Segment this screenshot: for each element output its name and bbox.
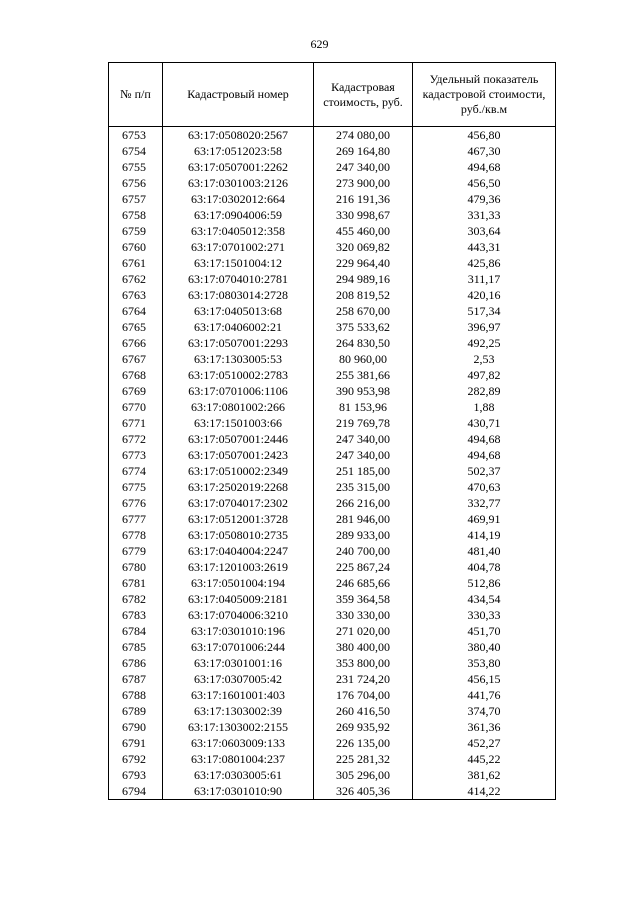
cadastral-number: 63:17:0404004:2247 bbox=[163, 543, 314, 559]
row-index: 6784 bbox=[109, 623, 163, 639]
row-index: 6761 bbox=[109, 255, 163, 271]
specific-value: 430,71 bbox=[413, 415, 556, 431]
specific-value: 479,36 bbox=[413, 191, 556, 207]
specific-value: 456,15 bbox=[413, 671, 556, 687]
row-index: 6788 bbox=[109, 687, 163, 703]
cadastral-number: 63:17:0510002:2783 bbox=[163, 367, 314, 383]
specific-value: 434,54 bbox=[413, 591, 556, 607]
cadastral-number: 63:17:0301010:90 bbox=[163, 783, 314, 800]
row-index: 6792 bbox=[109, 751, 163, 767]
table-row bbox=[109, 239, 556, 255]
cadastral-number: 63:17:0704006:3210 bbox=[163, 607, 314, 623]
cadastral-value: 274 080,00 bbox=[314, 127, 413, 144]
cadastral-number: 63:17:0406002:21 bbox=[163, 319, 314, 335]
table-row bbox=[109, 159, 556, 175]
table-row bbox=[109, 143, 556, 159]
cadastral-value: 231 724,20 bbox=[314, 671, 413, 687]
header-specific-value: Удельный показатель кадастровой стоимости, руб./кв.м bbox=[413, 63, 556, 127]
row-index: 6777 bbox=[109, 511, 163, 527]
cadastral-value: 271 020,00 bbox=[314, 623, 413, 639]
table-row bbox=[109, 591, 556, 607]
specific-value: 381,62 bbox=[413, 767, 556, 783]
specific-value: 494,68 bbox=[413, 159, 556, 175]
table-row bbox=[109, 527, 556, 543]
table-header bbox=[109, 63, 556, 127]
header-row bbox=[109, 63, 556, 127]
table-row bbox=[109, 431, 556, 447]
specific-value: 303,64 bbox=[413, 223, 556, 239]
cadastral-value: 208 819,52 bbox=[314, 287, 413, 303]
cadastral-number: 63:17:0512023:58 bbox=[163, 143, 314, 159]
row-index: 6769 bbox=[109, 383, 163, 399]
specific-value: 1,88 bbox=[413, 399, 556, 415]
table-row bbox=[109, 127, 556, 144]
specific-value: 517,34 bbox=[413, 303, 556, 319]
specific-value: 441,76 bbox=[413, 687, 556, 703]
cadastral-number: 63:17:0405013:68 bbox=[163, 303, 314, 319]
specific-value: 443,31 bbox=[413, 239, 556, 255]
specific-value: 494,68 bbox=[413, 447, 556, 463]
specific-value: 396,97 bbox=[413, 319, 556, 335]
cadastral-value: 273 900,00 bbox=[314, 175, 413, 191]
specific-value: 282,89 bbox=[413, 383, 556, 399]
cadastral-value: 289 933,00 bbox=[314, 527, 413, 543]
specific-value: 470,63 bbox=[413, 479, 556, 495]
row-index: 6794 bbox=[109, 783, 163, 800]
cadastral-number: 63:17:0603009:133 bbox=[163, 735, 314, 751]
table-row bbox=[109, 399, 556, 415]
row-index: 6753 bbox=[109, 127, 163, 144]
table-row bbox=[109, 559, 556, 575]
table-row bbox=[109, 703, 556, 719]
cadastral-value: 281 946,00 bbox=[314, 511, 413, 527]
specific-value: 414,22 bbox=[413, 783, 556, 800]
specific-value: 445,22 bbox=[413, 751, 556, 767]
cadastral-value: 260 416,50 bbox=[314, 703, 413, 719]
table-row bbox=[109, 207, 556, 223]
table-row bbox=[109, 319, 556, 335]
table-row bbox=[109, 655, 556, 671]
specific-value: 425,86 bbox=[413, 255, 556, 271]
cadastral-value: 359 364,58 bbox=[314, 591, 413, 607]
cadastral-number: 63:17:0303005:61 bbox=[163, 767, 314, 783]
specific-value: 451,70 bbox=[413, 623, 556, 639]
cadastral-number: 63:17:0704017:2302 bbox=[163, 495, 314, 511]
specific-value: 452,27 bbox=[413, 735, 556, 751]
cadastral-value: 247 340,00 bbox=[314, 431, 413, 447]
table-row bbox=[109, 271, 556, 287]
cadastral-value: 176 704,00 bbox=[314, 687, 413, 703]
cadastral-value: 353 800,00 bbox=[314, 655, 413, 671]
cadastral-number: 63:17:0405012:358 bbox=[163, 223, 314, 239]
specific-value: 380,40 bbox=[413, 639, 556, 655]
table-row bbox=[109, 687, 556, 703]
cadastral-value: 305 296,00 bbox=[314, 767, 413, 783]
page-number: 629 bbox=[310, 37, 329, 51]
row-index: 6780 bbox=[109, 559, 163, 575]
row-index: 6776 bbox=[109, 495, 163, 511]
table-row bbox=[109, 223, 556, 239]
specific-value: 311,17 bbox=[413, 271, 556, 287]
cadastral-number: 63:17:0508010:2735 bbox=[163, 527, 314, 543]
table-body bbox=[109, 127, 556, 800]
cadastral-value: 455 460,00 bbox=[314, 223, 413, 239]
row-index: 6790 bbox=[109, 719, 163, 735]
cadastral-value: 330 330,00 bbox=[314, 607, 413, 623]
cadastral-number: 63:17:1303005:53 bbox=[163, 351, 314, 367]
header-cadastral-value: Кадастровая стоимость, руб. bbox=[314, 63, 413, 127]
cadastral-value: 229 964,40 bbox=[314, 255, 413, 271]
table-row bbox=[109, 479, 556, 495]
cadastral-number: 63:17:1501004:12 bbox=[163, 255, 314, 271]
cadastral-number: 63:17:0704010:2781 bbox=[163, 271, 314, 287]
cadastral-number: 63:17:0904006:59 bbox=[163, 207, 314, 223]
row-index: 6781 bbox=[109, 575, 163, 591]
row-index: 6767 bbox=[109, 351, 163, 367]
specific-value: 502,37 bbox=[413, 463, 556, 479]
cadastral-value: 375 533,62 bbox=[314, 319, 413, 335]
row-index: 6787 bbox=[109, 671, 163, 687]
cadastral-number: 63:17:0405009:2181 bbox=[163, 591, 314, 607]
cadastral-number: 63:17:0507001:2446 bbox=[163, 431, 314, 447]
row-index: 6779 bbox=[109, 543, 163, 559]
cadastral-value: 216 191,36 bbox=[314, 191, 413, 207]
cadastral-number: 63:17:0508020:2567 bbox=[163, 127, 314, 144]
cadastral-value: 225 281,32 bbox=[314, 751, 413, 767]
table-row bbox=[109, 447, 556, 463]
table-row bbox=[109, 495, 556, 511]
row-index: 6758 bbox=[109, 207, 163, 223]
cadastral-value: 269 164,80 bbox=[314, 143, 413, 159]
cadastral-value: 247 340,00 bbox=[314, 447, 413, 463]
cadastral-value: 258 670,00 bbox=[314, 303, 413, 319]
specific-value: 494,68 bbox=[413, 431, 556, 447]
table-row bbox=[109, 415, 556, 431]
cadastral-number: 63:17:1303002:39 bbox=[163, 703, 314, 719]
header-index: № п/п bbox=[109, 63, 163, 127]
specific-value: 414,19 bbox=[413, 527, 556, 543]
cadastral-number: 63:17:0701002:271 bbox=[163, 239, 314, 255]
row-index: 6770 bbox=[109, 399, 163, 415]
specific-value: 353,80 bbox=[413, 655, 556, 671]
row-index: 6783 bbox=[109, 607, 163, 623]
cadastral-number: 63:17:0301003:2126 bbox=[163, 175, 314, 191]
specific-value: 420,16 bbox=[413, 287, 556, 303]
table-row bbox=[109, 751, 556, 767]
cadastral-value: 235 315,00 bbox=[314, 479, 413, 495]
cadastral-number: 63:17:1601001:403 bbox=[163, 687, 314, 703]
specific-value: 456,80 bbox=[413, 127, 556, 144]
cadastral-value: 225 867,24 bbox=[314, 559, 413, 575]
row-index: 6763 bbox=[109, 287, 163, 303]
cadastral-number: 63:17:1501003:66 bbox=[163, 415, 314, 431]
cadastral-value: 219 769,78 bbox=[314, 415, 413, 431]
row-index: 6762 bbox=[109, 271, 163, 287]
row-index: 6771 bbox=[109, 415, 163, 431]
cadastral-table bbox=[108, 62, 556, 800]
row-index: 6757 bbox=[109, 191, 163, 207]
specific-value: 492,25 bbox=[413, 335, 556, 351]
cadastral-number: 63:17:0512001:3728 bbox=[163, 511, 314, 527]
cadastral-number: 63:17:0507001:2293 bbox=[163, 335, 314, 351]
row-index: 6768 bbox=[109, 367, 163, 383]
cadastral-number: 63:17:0701006:244 bbox=[163, 639, 314, 655]
cadastral-value: 320 069,82 bbox=[314, 239, 413, 255]
table-row bbox=[109, 639, 556, 655]
table-row bbox=[109, 543, 556, 559]
cadastral-value: 390 953,98 bbox=[314, 383, 413, 399]
cadastral-number: 63:17:1201003:2619 bbox=[163, 559, 314, 575]
specific-value: 481,40 bbox=[413, 543, 556, 559]
row-index: 6791 bbox=[109, 735, 163, 751]
table-row bbox=[109, 191, 556, 207]
row-index: 6793 bbox=[109, 767, 163, 783]
table-row bbox=[109, 623, 556, 639]
cadastral-number: 63:17:0803014:2728 bbox=[163, 287, 314, 303]
row-index: 6755 bbox=[109, 159, 163, 175]
specific-value: 512,86 bbox=[413, 575, 556, 591]
table-row bbox=[109, 607, 556, 623]
cadastral-number: 63:17:0801002:266 bbox=[163, 399, 314, 415]
row-index: 6786 bbox=[109, 655, 163, 671]
cadastral-value: 269 935,92 bbox=[314, 719, 413, 735]
cadastral-number: 63:17:1303002:2155 bbox=[163, 719, 314, 735]
cadastral-value: 81 153,96 bbox=[314, 399, 413, 415]
specific-value: 330,33 bbox=[413, 607, 556, 623]
cadastral-number: 63:17:0307005:42 bbox=[163, 671, 314, 687]
row-index: 6785 bbox=[109, 639, 163, 655]
table-row bbox=[109, 671, 556, 687]
table-row bbox=[109, 575, 556, 591]
cadastral-number: 63:17:0701006:1106 bbox=[163, 383, 314, 399]
cadastral-value: 294 989,16 bbox=[314, 271, 413, 287]
row-index: 6759 bbox=[109, 223, 163, 239]
specific-value: 332,77 bbox=[413, 495, 556, 511]
cadastral-value: 326 405,36 bbox=[314, 783, 413, 800]
row-index: 6772 bbox=[109, 431, 163, 447]
row-index: 6766 bbox=[109, 335, 163, 351]
specific-value: 467,30 bbox=[413, 143, 556, 159]
cadastral-value: 247 340,00 bbox=[314, 159, 413, 175]
cadastral-value: 240 700,00 bbox=[314, 543, 413, 559]
cadastral-value: 255 381,66 bbox=[314, 367, 413, 383]
cadastral-number: 63:17:0301001:16 bbox=[163, 655, 314, 671]
table-row bbox=[109, 719, 556, 735]
row-index: 6754 bbox=[109, 143, 163, 159]
cadastral-number: 63:17:0501004:194 bbox=[163, 575, 314, 591]
specific-value: 361,36 bbox=[413, 719, 556, 735]
specific-value: 331,33 bbox=[413, 207, 556, 223]
cadastral-number: 63:17:0507001:2262 bbox=[163, 159, 314, 175]
row-index: 6764 bbox=[109, 303, 163, 319]
table-row bbox=[109, 383, 556, 399]
specific-value: 374,70 bbox=[413, 703, 556, 719]
table-row bbox=[109, 783, 556, 800]
cadastral-value: 380 400,00 bbox=[314, 639, 413, 655]
table-row bbox=[109, 511, 556, 527]
cadastral-number: 63:17:0301010:196 bbox=[163, 623, 314, 639]
table-row bbox=[109, 463, 556, 479]
cadastral-value: 226 135,00 bbox=[314, 735, 413, 751]
row-index: 6782 bbox=[109, 591, 163, 607]
row-index: 6773 bbox=[109, 447, 163, 463]
table-row bbox=[109, 735, 556, 751]
row-index: 6765 bbox=[109, 319, 163, 335]
cadastral-value: 330 998,67 bbox=[314, 207, 413, 223]
table-row bbox=[109, 303, 556, 319]
header-cadastral-number: Кадастровый номер bbox=[163, 63, 314, 127]
specific-value: 469,91 bbox=[413, 511, 556, 527]
table-row bbox=[109, 255, 556, 271]
row-index: 6756 bbox=[109, 175, 163, 191]
cadastral-number: 63:17:2502019:2268 bbox=[163, 479, 314, 495]
specific-value: 456,50 bbox=[413, 175, 556, 191]
table-row bbox=[109, 351, 556, 367]
specific-value: 497,82 bbox=[413, 367, 556, 383]
table-row bbox=[109, 335, 556, 351]
table-row bbox=[109, 175, 556, 191]
row-index: 6774 bbox=[109, 463, 163, 479]
row-index: 6778 bbox=[109, 527, 163, 543]
cadastral-value: 246 685,66 bbox=[314, 575, 413, 591]
cadastral-number: 63:17:0801004:237 bbox=[163, 751, 314, 767]
table-row bbox=[109, 367, 556, 383]
cadastral-number: 63:17:0507001:2423 bbox=[163, 447, 314, 463]
cadastral-value: 80 960,00 bbox=[314, 351, 413, 367]
row-index: 6789 bbox=[109, 703, 163, 719]
cadastral-number: 63:17:0302012:664 bbox=[163, 191, 314, 207]
cadastral-value: 266 216,00 bbox=[314, 495, 413, 511]
specific-value: 2,53 bbox=[413, 351, 556, 367]
cadastral-value: 251 185,00 bbox=[314, 463, 413, 479]
table-row bbox=[109, 767, 556, 783]
row-index: 6775 bbox=[109, 479, 163, 495]
cadastral-value: 264 830,50 bbox=[314, 335, 413, 351]
cadastral-number: 63:17:0510002:2349 bbox=[163, 463, 314, 479]
table-row bbox=[109, 287, 556, 303]
row-index: 6760 bbox=[109, 239, 163, 255]
specific-value: 404,78 bbox=[413, 559, 556, 575]
